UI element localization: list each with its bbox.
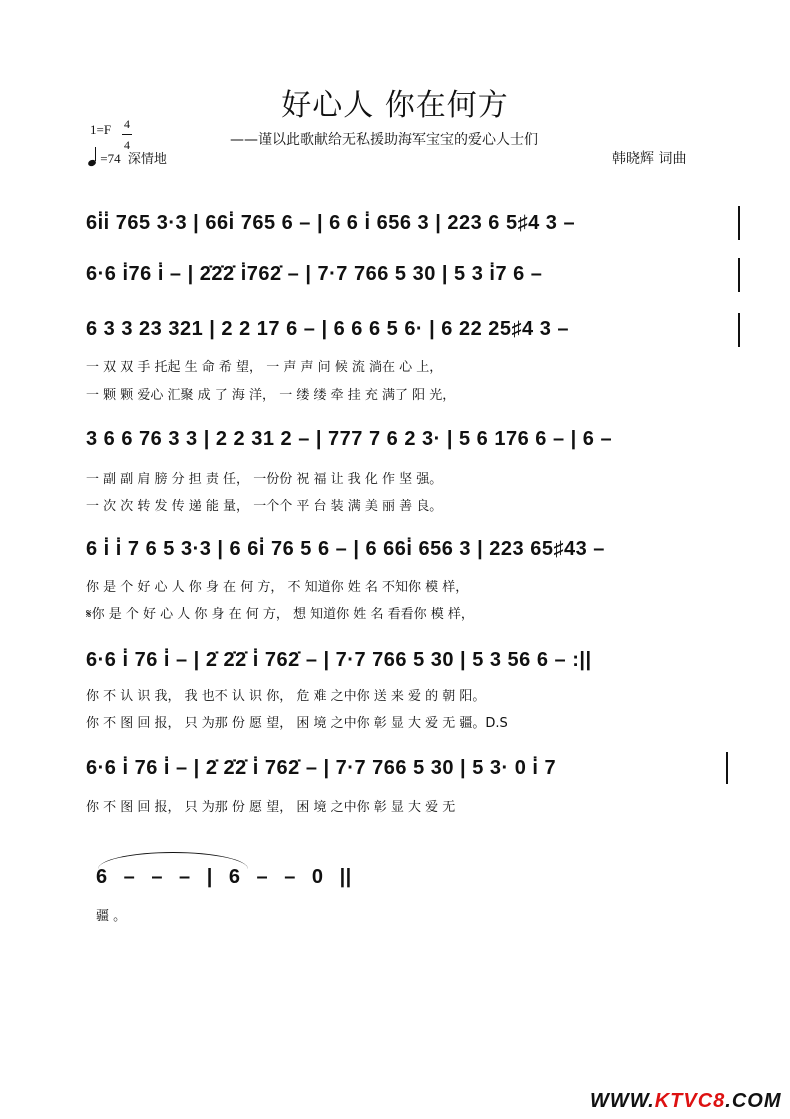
score-row-5: 6 i̇ i̇ 7 6 5 3·3 | 6 6i̇ 76 5 6 – | 6 66i̇ 656 3 | 223 65♯43 –: [86, 538, 605, 560]
score-row-8: 6 – – – | 6 – – 0 ||: [96, 866, 352, 888]
lyric-line: 一 副 副 肩 膀 分 担 责 任， 一份份 祝 福 让 我 化 作 坚 强。: [86, 472, 443, 487]
watermark-brand: KTVC8: [654, 1090, 726, 1112]
score-row-1: 6i̇i̇ 765 3·3 | 66i̇ 765 6 – | 6 6 i̇ 656 3 | 223 6 5♯4 3 –: [86, 212, 576, 234]
time-signature-divider: [122, 134, 132, 135]
score-row-3: 6 3 3 23 321 | 2 2 17 6 – | 6 6 6 5 6· | 6 22 25♯4 3 –: [86, 318, 570, 340]
barline: [738, 206, 740, 240]
barline: [738, 258, 740, 292]
barline: [738, 313, 740, 347]
tempo-marking: [88, 148, 167, 167]
lyric-line: 一 颗 颗 爱心 汇聚 成 了 海 洋， 一 缕 缕 牵 挂 充 满了 阳 光，: [86, 388, 456, 403]
site-watermark: [590, 1090, 782, 1113]
watermark-suffix: .COM: [725, 1090, 782, 1112]
score-row-2: 6·6 i̇76 i̇ – | 2̇2̇2̇ i̇762̇ – | 7·7 766 5 30 | 5 3 i̇7 6 –: [86, 263, 543, 285]
time-signature-bottom: 4: [124, 138, 130, 152]
key-signature: 1=F: [90, 122, 112, 137]
lyric-line: 你 不 图 回 报， 只 为那 份 愿 望， 困 境 之中你 彰 显 大 爱 无: [86, 800, 456, 815]
lyric-line: 你 不 认 识 我， 我 也不 认 识 你， 危 难 之中你 送 来 爱 的 朝 阳。: [86, 689, 486, 704]
lyric-line: 疆 。: [96, 909, 127, 924]
score-row-6: 6·6 i̇ 76 i̇ – | 2̇ 2̇2̇ i̇ 762̇ – | 7·7 766 5 30 | 5 3 56 6 – :||: [86, 649, 592, 671]
time-signature-top: 4: [124, 117, 130, 131]
mood-text: 深情地: [127, 151, 167, 166]
score-row-7: 6·6 i̇ 76 i̇ – | 2̇ 2̇2̇ i̇ 762̇ – | 7·7 766 5 30 | 5 3· 0 i̇ 7: [86, 757, 557, 779]
lyric-line: 𝄋你 是 个 好 心 人 你 身 在 何 方， 想 知道你 姓 名 看看你 模 样，: [86, 607, 474, 622]
lyric-line: 你 是 个 好 心 人 你 身 在 何 方， 不 知道你 姓 名 不知你 模 样，: [86, 580, 469, 595]
lyric-line: 一 双 双 手 托起 生 命 希 望， 一 声 声 问 候 流 淌在 心 上，: [86, 360, 443, 375]
song-subtitle: ——谨以此歌献给无私援助海军宝宝的爱心人士们: [230, 132, 538, 148]
song-title: 好心人 你在何方: [281, 88, 509, 123]
note-stem-icon: [95, 147, 96, 161]
tempo-value: =74: [100, 151, 121, 166]
watermark-prefix: WWW.: [590, 1090, 655, 1112]
author-credit: 韩晓辉 词曲: [612, 151, 687, 167]
lyric-line: 一 次 次 转 发 传 递 能 量， 一个个 平 台 装 满 美 丽 善 良。: [86, 499, 443, 514]
barline: [726, 752, 728, 784]
lyric-line: 你 不 图 回 报， 只 为那 份 愿 望， 困 境 之中你 彰 显 大 爱 无 疆。D.S: [86, 716, 508, 731]
score-row-4: 3 6 6 76 3 3 | 2 2 31 2 – | 777 7 6 2 3· | 5 6 176 6 – | 6 –: [86, 428, 613, 450]
